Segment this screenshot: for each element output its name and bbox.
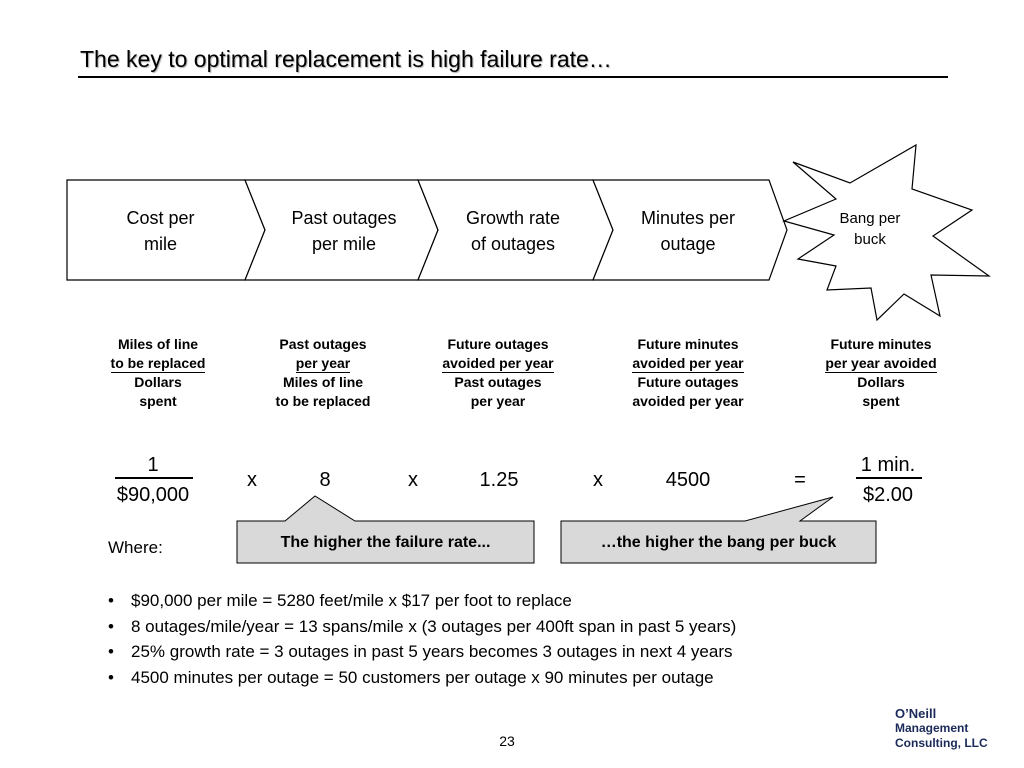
def-1-den1: Dollars: [134, 374, 182, 390]
def-4-den1: Future outages: [637, 374, 739, 390]
chevron-4-line1: Minutes per: [640, 208, 736, 228]
def-4-den2: avoided per year: [632, 393, 744, 409]
def-5-num1: Future minutes: [830, 336, 932, 352]
def-2-num1: Past outages: [279, 336, 367, 352]
chevron-label-1: [78, 205, 243, 257]
definition-2: [252, 335, 394, 411]
logo-line1: O’Neill: [895, 706, 937, 721]
list-item: • 8 outages/mile/year = 13 spans/mile x (3 outages per 400ft span in past 5 years): [108, 614, 736, 640]
where-label: Where:: [108, 538, 163, 557]
def-2-den1: Miles of line: [282, 374, 364, 390]
eq-result-denominator: $2.00: [862, 484, 914, 506]
definition-3: [428, 335, 568, 411]
list-item: • $90,000 per mile = 5280 feet/mile x $17 per foot to replace: [108, 588, 736, 614]
callout-left-shape: [237, 496, 534, 563]
list-item: • 4500 minutes per outage = 50 customers per outage x 90 minutes per outage: [108, 665, 736, 691]
eq-frac1-denominator: $90,000: [116, 484, 190, 506]
callout-right-shape: [561, 497, 876, 563]
eq-frac1-line: [115, 477, 193, 479]
callout-right-text: …the higher the bang per buck: [600, 534, 837, 551]
def-1-num2: to be replaced: [110, 355, 206, 371]
logo-line2: Management: [895, 721, 969, 735]
burst-line1: Bang per: [839, 210, 901, 227]
def-2-num2: per year: [295, 355, 351, 371]
company-logo: [895, 706, 988, 751]
eq-op-2: x: [408, 469, 418, 491]
def-4-num2: avoided per year: [632, 355, 744, 371]
def-1-num1: Miles of line: [117, 336, 199, 352]
def-3-den1: Past outages: [454, 374, 542, 390]
eq-result-numerator: 1 min.: [860, 454, 916, 476]
def-2-den2: to be replaced: [275, 393, 371, 409]
eq-value-outages: 8: [319, 469, 331, 491]
burst-line2: buck: [854, 231, 886, 248]
callout-left-text: The higher the failure rate...: [280, 534, 491, 551]
eq-op-3: x: [593, 469, 603, 491]
chevron-3-line1: Growth rate: [465, 208, 561, 228]
chevron-3-line2: of outages: [470, 234, 556, 254]
chevron-label-4: [605, 205, 771, 257]
def-5-den1: Dollars: [857, 374, 905, 390]
chevron-label-2: [260, 205, 428, 257]
chevron-1-line2: mile: [143, 234, 177, 254]
slide-title: The key to optimal replacement is high failure rate…: [80, 46, 612, 72]
assumption-list: [108, 588, 736, 690]
def-5-den2: spent: [862, 393, 900, 409]
burst-label: [830, 208, 910, 250]
eq-value-minutes: 4500: [665, 469, 711, 491]
logo-line3: Consulting, LLC: [895, 736, 988, 750]
def-5-num2: per year avoided: [825, 355, 937, 371]
eq-equals: =: [794, 469, 806, 491]
def-3-den2: per year: [470, 393, 526, 409]
definition-1: [88, 335, 228, 411]
eq-result-line: [856, 477, 922, 479]
chevron-label-3: [430, 205, 596, 257]
def-3-num2: avoided per year: [442, 355, 554, 371]
definition-5: [811, 335, 951, 411]
def-4-num1: Future minutes: [637, 336, 739, 352]
list-item: • 25% growth rate = 3 outages in past 5 years becomes 3 outages in next 4 years: [108, 639, 736, 665]
eq-value-growth: 1.25: [479, 469, 519, 491]
chevron-1-line1: Cost per: [126, 208, 195, 228]
page-number: 23: [499, 733, 515, 749]
chevron-2-line2: per mile: [311, 234, 377, 254]
chevron-2-line1: Past outages: [291, 208, 397, 228]
definition-4: [618, 335, 758, 411]
eq-op-1: x: [247, 469, 257, 491]
def-3-num1: Future outages: [447, 336, 549, 352]
def-1-den2: spent: [139, 393, 177, 409]
chevron-4-line2: outage: [660, 234, 716, 254]
eq-frac1-numerator: 1: [147, 454, 159, 476]
